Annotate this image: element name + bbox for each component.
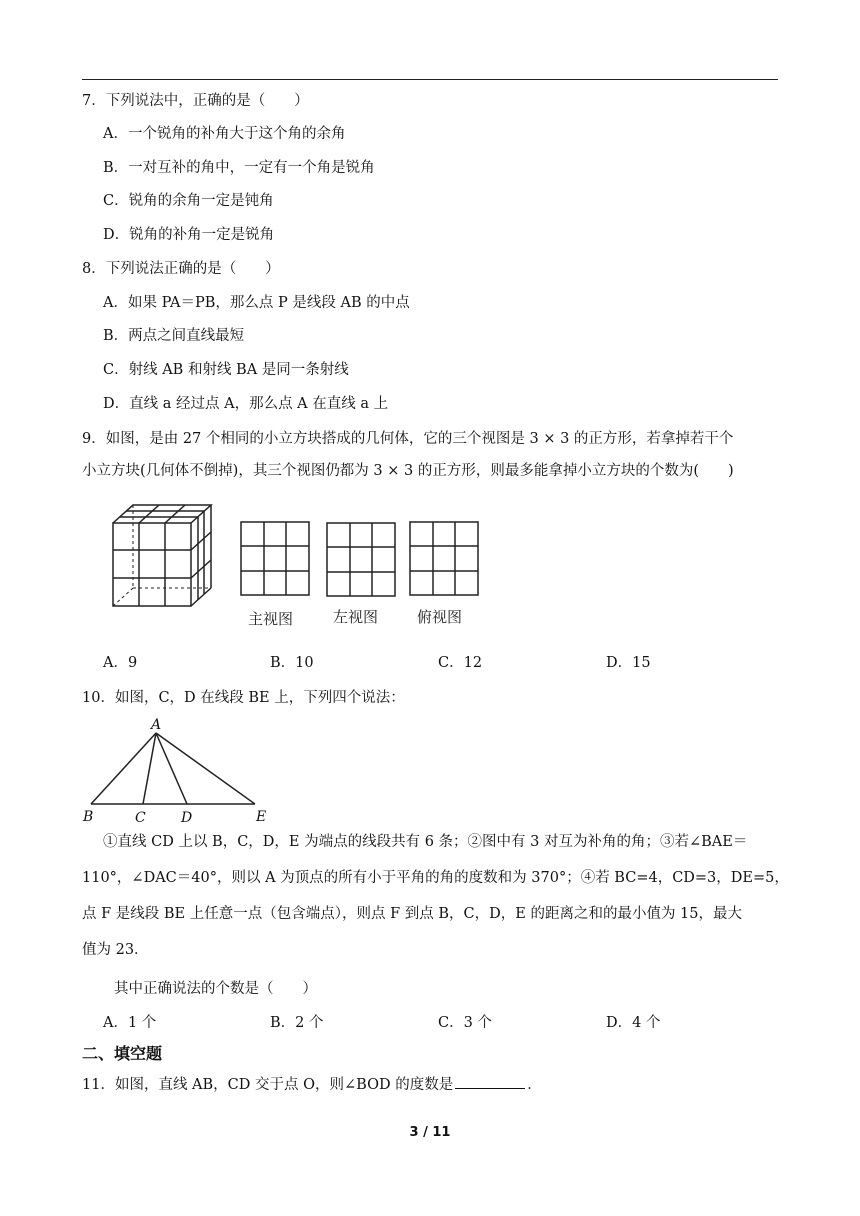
view-label-left: 左视图 bbox=[333, 608, 379, 626]
section-heading-fill-blank: 二、填空题 bbox=[82, 1044, 163, 1063]
q7-option-d: D．锐角的补角一定是锐角 bbox=[103, 227, 275, 243]
q10-option-b: B．2 个 bbox=[270, 1015, 324, 1031]
point-label-b: B bbox=[83, 809, 94, 825]
q8-option-b: B．两点之间直线最短 bbox=[103, 328, 245, 344]
q10-triangle bbox=[91, 733, 255, 804]
page-number: 3 / 11 bbox=[409, 1125, 451, 1140]
q7-option-a: A．一个锐角的补角大于这个角的余角 bbox=[103, 126, 346, 142]
q7-option-b: B．一对互补的角中，一定有一个角是锐角 bbox=[103, 160, 375, 176]
q9-option-c: C．12 bbox=[438, 655, 483, 671]
q8-stem: 8．下列说法正确的是（ ） bbox=[82, 261, 280, 277]
q10-body-1: ①直线 CD 上以 B，C，D，E 为端点的线段共有 6 条；②图中有 3 对互为补角的角；③若∠BAE＝ bbox=[103, 834, 748, 850]
view-grid-top bbox=[410, 522, 478, 595]
q10-ask: 其中正确说法的个数是（ ） bbox=[114, 981, 317, 997]
q11-text: 11．如图，直线 AB，CD 交于点 O，则∠BOD 的度数是 bbox=[82, 1077, 454, 1093]
point-label-a: A bbox=[151, 717, 162, 733]
q10-option-c: C．3 个 bbox=[438, 1015, 492, 1031]
point-label-c: C bbox=[135, 810, 146, 826]
point-label-e: E bbox=[256, 809, 267, 825]
q7-stem: 7．下列说法中，正确的是（ ） bbox=[82, 93, 309, 109]
q9-line-2: 小立方块(几何体不倒掉)，其三个视图仍都为 3 × 3 的正方形，则最多能拿掉小立方块的个数为( ) bbox=[82, 463, 734, 479]
q9-option-a: A．9 bbox=[103, 655, 138, 671]
q7-option-c: C．锐角的余角一定是钝角 bbox=[103, 193, 274, 209]
view-grid-main bbox=[241, 522, 309, 595]
q11-end: ． bbox=[527, 1077, 542, 1093]
view-label-main: 主视图 bbox=[248, 610, 294, 628]
q10-body-4: 值为 23． bbox=[82, 942, 149, 958]
q8-option-a: A．如果 PA＝PB，那么点 P 是线段 AB 的中点 bbox=[103, 295, 410, 311]
point-label-d: D bbox=[181, 810, 193, 826]
q10-option-a: A．1 个 bbox=[103, 1015, 157, 1031]
cube-hidden-edges bbox=[113, 505, 211, 606]
q10-body-2: 110°，∠DAC＝40°，则以 A 为顶点的所有小于平角的角的度数和为 370°；④若 BC=4，CD=3，DE=5， bbox=[82, 870, 789, 886]
q11-answer-blank bbox=[455, 1074, 525, 1089]
cube-drawing bbox=[113, 505, 211, 606]
q10-body-3: 点 F 是线段 BE 上任意一点（包含端点），则点 F 到点 B，C，D，E 的距离之和的最小值为 15，最大 bbox=[82, 906, 743, 922]
q10-stem: 10．如图，C，D 在线段 BE 上，下列四个说法： bbox=[82, 690, 405, 706]
view-grid-left bbox=[327, 523, 395, 596]
q9-line-1: 9．如图，是由 27 个相同的小立方块搭成的几何体，它的三个视图是 3 × 3 的正方形，若拿掉若干个 bbox=[82, 431, 734, 447]
view-label-top: 俯视图 bbox=[417, 608, 463, 626]
q8-option-d: D．直线 a 经过点 A，那么点 A 在直线 a 上 bbox=[103, 396, 389, 412]
q9-option-d: D．15 bbox=[606, 655, 651, 671]
q8-option-c: C．射线 AB 和射线 BA 是同一条射线 bbox=[103, 362, 349, 378]
q10-option-d: D．4 个 bbox=[606, 1015, 661, 1031]
q9-option-b: B．10 bbox=[270, 655, 314, 671]
q11-stem bbox=[82, 1074, 542, 1095]
